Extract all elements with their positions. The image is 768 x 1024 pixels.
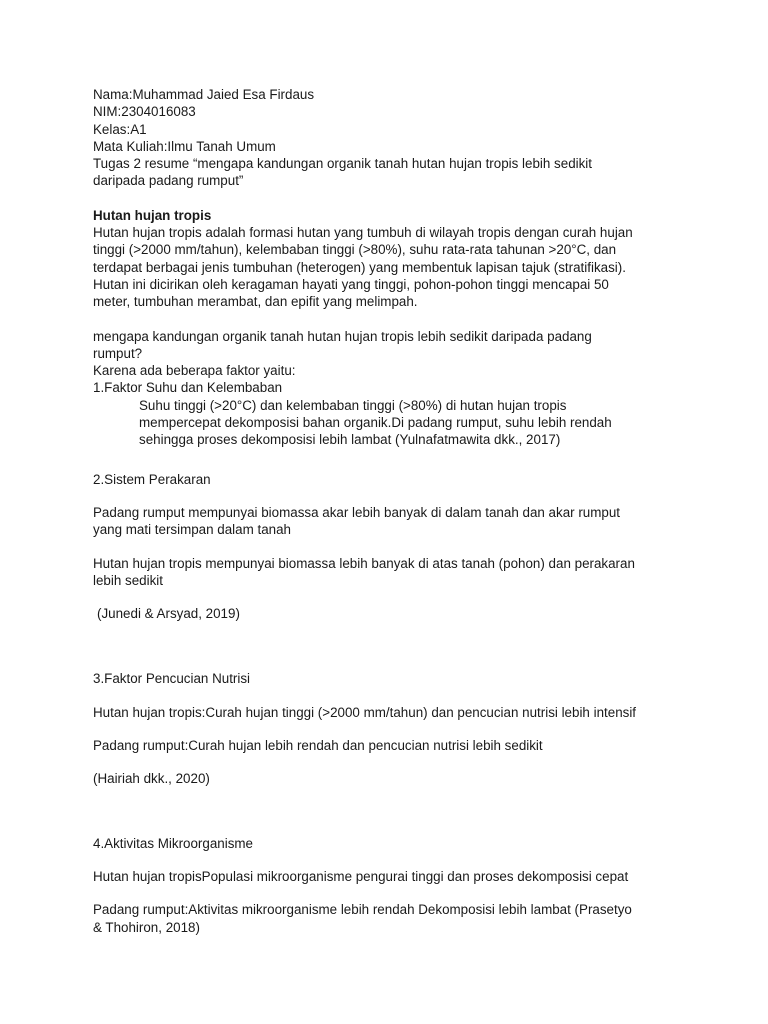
- question-line-1: mengapa kandungan organik tanah hutan hujan tropis lebih sedikit daripada padang: [93, 328, 592, 344]
- spacer: [93, 688, 683, 704]
- course-name: Mata Kuliah:Ilmu Tanah Umum: [93, 138, 276, 154]
- spacer: [93, 311, 683, 328]
- spacer: [93, 539, 683, 555]
- factor-title: 2.Sistem Perakaran: [93, 471, 211, 487]
- paragraph-line: Hutan hujan tropis adalah formasi hutan yang tumbuh di wilayah tropis dengan curah hujan: [93, 225, 633, 241]
- factor-paragraph-line: Padang rumput mempunyai biomassa akar lebih banyak di dalam tanah dan akar rumput: [93, 504, 621, 520]
- assignment-title-line-1: Tugas 2 resume “mengapa kandungan organik tanah hutan hujan tropis lebih sedikit: [93, 156, 593, 172]
- factor-paragraph: Hutan hujan tropis:Curah hujan tinggi (>2000 mm/tahun) dan pencucian nutrisi lebih intensif: [93, 704, 637, 720]
- factor-paragraph-line: lebih sedikit: [93, 572, 163, 588]
- student-info: [93, 86, 683, 190]
- paragraph-line: meter, tumbuhan merambat, dan epifit yang melimpah.: [93, 294, 418, 310]
- factor-paragraph: Padang rumput:Curah hujan lebih rendah dan pencucian nutrisi lebih sedikit: [93, 738, 543, 754]
- factor-line: sehingga proses dekomposisi lebih lambat (Yulnafatmawita dkk., 2017): [139, 432, 561, 448]
- factor-paragraph: Hutan hujan tropisPopulasi mikroorganisme pengurai tinggi dan proses dekomposisi cepat: [93, 868, 629, 884]
- factor-line: Suhu tinggi (>20°C) dan kelembaban tinggi (>80%) di hutan hujan tropis: [139, 397, 567, 413]
- factor-paragraph-line: Padang rumput:Aktivitas mikroorganisme lebih rendah Dekomposisi lebih lambat (Prasetyo: [93, 902, 632, 918]
- citation: (Hairiah dkk., 2020): [93, 771, 210, 787]
- assignment-title-line-2: daripada padang rumput”: [93, 173, 244, 189]
- factor-paragraph-line: yang mati tersimpan dalam tanah: [93, 522, 291, 538]
- section-heading: Hutan hujan tropis: [93, 207, 212, 223]
- spacer: [93, 721, 683, 737]
- paragraph-line: tinggi (>2000 mm/tahun), kelembaban tinggi (>80%), suhu rata-rata tahunan >20°C, dan: [93, 242, 617, 258]
- factor-1: [93, 379, 683, 448]
- section-hutan-hujan-tropis: [93, 207, 683, 311]
- student-nim: NIM:2304016083: [93, 104, 196, 120]
- factor-3: [93, 670, 683, 787]
- factor-2: [93, 471, 683, 623]
- factor-4: [93, 835, 683, 936]
- paragraph-line: Hutan ini dicirikan oleh keragaman hayati yang tinggi, pohon-pohon tinggi mencapai 50: [93, 276, 609, 292]
- spacer: [93, 589, 683, 605]
- spacer: [93, 852, 683, 868]
- question-line-2: rumput?: [93, 345, 143, 361]
- document-body: [93, 86, 683, 936]
- citation: (Junedi & Arsyad, 2019): [97, 606, 240, 622]
- question-block: [93, 328, 683, 380]
- student-name: Nama:Muhammad Jaied Esa Firdaus: [93, 87, 315, 102]
- factor-title: 1.Faktor Suhu dan Kelembaban: [93, 380, 283, 396]
- factor-title: 4.Aktivitas Mikroorganisme: [93, 835, 253, 851]
- spacer: [93, 190, 683, 207]
- spacer: [93, 788, 683, 835]
- student-class: Kelas:A1: [93, 121, 147, 137]
- spacer: [93, 449, 683, 471]
- spacer: [93, 885, 683, 901]
- spacer: [93, 622, 683, 670]
- factor-paragraph-line: Hutan hujan tropis mempunyai biomassa lebih banyak di atas tanah (pohon) dan perakaran: [93, 555, 635, 571]
- factor-paragraph-line: & Thohiron, 2018): [93, 919, 200, 935]
- factor-title: 3.Faktor Pencucian Nutrisi: [93, 671, 251, 687]
- spacer: [93, 488, 683, 504]
- spacer: [93, 754, 683, 770]
- factor-line: mempercepat dekomposisi bahan organik.Di padang rumput, suhu lebih rendah: [139, 415, 612, 431]
- paragraph-line: terdapat berbagai jenis tumbuhan (heterogen) yang membentuk lapisan tajuk (stratifikasi).: [93, 259, 626, 275]
- question-line-3: Karena ada beberapa faktor yaitu:: [93, 363, 296, 379]
